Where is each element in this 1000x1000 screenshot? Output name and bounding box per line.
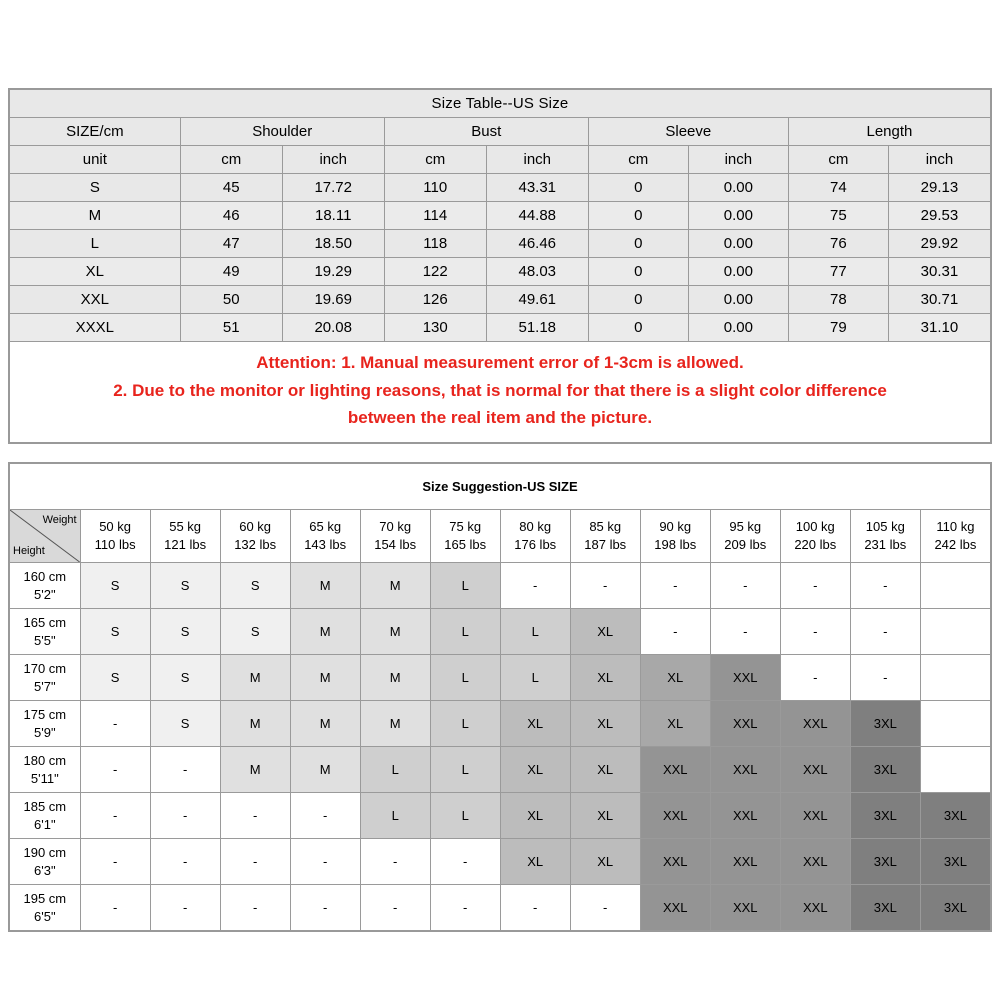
weight-col-header: 70 kg 154 lbs [360, 510, 430, 563]
height-row-header: 195 cm 6'5" [10, 885, 81, 931]
suggestion-cell: L [500, 655, 570, 701]
cell-shoulder-cm: 51 [180, 314, 282, 342]
group-header-size: SIZE/cm [10, 118, 181, 146]
suggestion-cell: - [500, 563, 570, 609]
cell-sleeve-inch: 0.00 [688, 174, 788, 202]
suggestion-cell: - [640, 609, 710, 655]
suggestion-cell: - [80, 747, 150, 793]
suggestion-cell: S [150, 609, 220, 655]
suggestion-cell: 3XL [920, 885, 990, 931]
suggestion-cell: M [360, 701, 430, 747]
unit-shoulder-inch: inch [282, 146, 384, 174]
cell-length-inch: 29.13 [888, 174, 990, 202]
suggestion-cell: - [220, 793, 290, 839]
suggestion-row [10, 839, 991, 885]
cell-shoulder-inch: 18.50 [282, 230, 384, 258]
suggestion-cell [920, 701, 990, 747]
suggestion-cell: - [360, 885, 430, 931]
suggestion-cell: XL [500, 839, 570, 885]
suggestion-cell: XL [500, 701, 570, 747]
suggestion-row [10, 609, 991, 655]
suggestion-cell: - [80, 885, 150, 931]
suggestion-cell: - [360, 839, 430, 885]
cell-bust-inch: 49.61 [486, 286, 588, 314]
suggestion-cell: 3XL [850, 747, 920, 793]
cell-shoulder-cm: 45 [180, 174, 282, 202]
weight-col-header: 95 kg 209 lbs [710, 510, 780, 563]
size-suggestion-block [8, 462, 992, 932]
suggestion-cell [920, 747, 990, 793]
cell-length-inch: 30.31 [888, 258, 990, 286]
suggestion-row [10, 885, 991, 931]
suggestion-cell: L [430, 747, 500, 793]
suggestion-cell: XL [570, 747, 640, 793]
suggestion-cell: XXL [710, 655, 780, 701]
size-table-block [8, 88, 992, 444]
suggestion-cell: - [780, 655, 850, 701]
table-row [10, 314, 991, 342]
suggestion-cell: M [290, 563, 360, 609]
cell-length-cm: 75 [788, 202, 888, 230]
cell-length-inch: 31.10 [888, 314, 990, 342]
table-row [10, 202, 991, 230]
attention-note [9, 342, 991, 443]
weight-axis-label: Weight [42, 514, 77, 526]
weight-col-header: 105 kg 231 lbs [850, 510, 920, 563]
height-axis-label: Height [13, 545, 45, 558]
cell-bust-cm: 122 [384, 258, 486, 286]
suggestion-cell: - [220, 885, 290, 931]
cell-sleeve-inch: 0.00 [688, 286, 788, 314]
cell-bust-inch: 46.46 [486, 230, 588, 258]
cell-sleeve-cm: 0 [588, 202, 688, 230]
cell-sleeve-cm: 0 [588, 258, 688, 286]
group-header-length: Length [788, 118, 990, 146]
suggestion-cell: L [430, 563, 500, 609]
cell-sleeve-cm: 0 [588, 286, 688, 314]
cell-bust-cm: 118 [384, 230, 486, 258]
cell-sleeve-cm: 0 [588, 174, 688, 202]
suggestion-cell: S [80, 563, 150, 609]
cell-sleeve-cm: 0 [588, 314, 688, 342]
suggestion-row [10, 701, 991, 747]
suggestion-cell: L [430, 609, 500, 655]
suggestion-cell: XXL [780, 885, 850, 931]
suggestion-cell: XXL [710, 793, 780, 839]
cell-length-inch: 29.92 [888, 230, 990, 258]
cell-size: XXL [10, 286, 181, 314]
suggestion-cell: - [850, 655, 920, 701]
cell-size: S [10, 174, 181, 202]
suggestion-cell: S [150, 701, 220, 747]
height-row-header: 175 cm 5'9" [10, 701, 81, 747]
suggestion-cell: XXL [780, 747, 850, 793]
cell-bust-inch: 44.88 [486, 202, 588, 230]
cell-length-inch: 29.53 [888, 202, 990, 230]
suggestion-cell: 3XL [850, 793, 920, 839]
size-table-group-header-row [10, 118, 991, 146]
unit-sleeve-inch: inch [688, 146, 788, 174]
weight-col-header: 50 kg 110 lbs [80, 510, 150, 563]
weight-col-header: 110 kg 242 lbs [920, 510, 990, 563]
suggestion-cell: L [430, 793, 500, 839]
cell-size: M [10, 202, 181, 230]
cell-length-inch: 30.71 [888, 286, 990, 314]
suggestion-cell: - [290, 793, 360, 839]
suggestion-cell: M [360, 655, 430, 701]
cell-shoulder-cm: 46 [180, 202, 282, 230]
suggestion-cell: L [430, 655, 500, 701]
table-row [10, 286, 991, 314]
weight-col-header: 80 kg 176 lbs [500, 510, 570, 563]
cell-bust-cm: 126 [384, 286, 486, 314]
table-row [10, 258, 991, 286]
suggestion-cell: XXL [780, 701, 850, 747]
suggestion-cell: - [80, 701, 150, 747]
unit-length-cm: cm [788, 146, 888, 174]
suggestion-cell: - [780, 609, 850, 655]
suggestion-cell: M [220, 701, 290, 747]
suggestion-cell: XXL [710, 839, 780, 885]
cell-bust-inch: 48.03 [486, 258, 588, 286]
cell-bust-cm: 110 [384, 174, 486, 202]
cell-bust-inch: 51.18 [486, 314, 588, 342]
suggestion-cell: 3XL [920, 839, 990, 885]
suggestion-cell: XL [570, 701, 640, 747]
size-suggestion-table [9, 463, 991, 931]
cell-shoulder-inch: 19.69 [282, 286, 384, 314]
weight-col-header: 65 kg 143 lbs [290, 510, 360, 563]
weight-col-header: 100 kg 220 lbs [780, 510, 850, 563]
unit-shoulder-cm: cm [180, 146, 282, 174]
suggestion-row [10, 655, 991, 701]
suggestion-cell: - [780, 563, 850, 609]
cell-bust-cm: 130 [384, 314, 486, 342]
cell-shoulder-inch: 18.11 [282, 202, 384, 230]
size-table-title-row [10, 90, 991, 118]
suggestion-cell: - [150, 885, 220, 931]
group-header-sleeve: Sleeve [588, 118, 788, 146]
suggestion-cell: - [150, 839, 220, 885]
unit-bust-inch: inch [486, 146, 588, 174]
height-row-header: 160 cm 5'2" [10, 563, 81, 609]
suggestion-cell: - [290, 839, 360, 885]
suggestion-cell: M [220, 747, 290, 793]
suggestion-cell: XXL [710, 747, 780, 793]
cell-shoulder-cm: 50 [180, 286, 282, 314]
suggestion-cell: XL [570, 609, 640, 655]
cell-shoulder-inch: 17.72 [282, 174, 384, 202]
suggestion-cell: - [220, 839, 290, 885]
suggestion-cell: - [570, 885, 640, 931]
suggestion-cell: XL [500, 793, 570, 839]
suggestion-cell: S [80, 655, 150, 701]
cell-shoulder-cm: 47 [180, 230, 282, 258]
table-row [10, 230, 991, 258]
cell-sleeve-cm: 0 [588, 230, 688, 258]
weight-col-header: 60 kg 132 lbs [220, 510, 290, 563]
suggestion-cell: - [640, 563, 710, 609]
group-header-shoulder: Shoulder [180, 118, 384, 146]
suggestion-cell: M [220, 655, 290, 701]
size-table [9, 89, 991, 342]
suggestion-cell: - [430, 885, 500, 931]
table-row [10, 174, 991, 202]
unit-label: unit [10, 146, 181, 174]
cell-bust-inch: 43.31 [486, 174, 588, 202]
height-row-header: 165 cm 5'5" [10, 609, 81, 655]
suggestion-cell: S [150, 655, 220, 701]
height-row-header: 180 cm 5'11" [10, 747, 81, 793]
suggestion-cell: XXL [640, 839, 710, 885]
cell-sleeve-inch: 0.00 [688, 314, 788, 342]
suggestion-cell: - [430, 839, 500, 885]
height-row-header: 170 cm 5'7" [10, 655, 81, 701]
suggestion-cell: L [360, 793, 430, 839]
suggestion-cell: S [220, 609, 290, 655]
suggestion-cell [920, 655, 990, 701]
suggestion-cell: XXL [640, 793, 710, 839]
suggestion-cell: - [850, 609, 920, 655]
suggestion-cell: - [710, 609, 780, 655]
unit-length-inch: inch [888, 146, 990, 174]
suggestion-title: Size Suggestion-US SIZE [10, 464, 991, 510]
size-table-title: Size Table--US Size [10, 90, 991, 118]
suggestion-cell: XL [570, 839, 640, 885]
weight-col-header: 90 kg 198 lbs [640, 510, 710, 563]
suggestion-cell: L [360, 747, 430, 793]
cell-shoulder-cm: 49 [180, 258, 282, 286]
suggestion-cell [920, 563, 990, 609]
weight-col-header: 85 kg 187 lbs [570, 510, 640, 563]
cell-shoulder-inch: 19.29 [282, 258, 384, 286]
cell-size: XXXL [10, 314, 181, 342]
suggestion-cell: M [360, 563, 430, 609]
suggestion-cell: XXL [780, 793, 850, 839]
suggestion-title-row [10, 464, 991, 510]
suggestion-cell: M [290, 701, 360, 747]
suggestion-cell: - [150, 747, 220, 793]
group-header-bust: Bust [384, 118, 588, 146]
suggestion-cell: S [220, 563, 290, 609]
suggestion-cell: - [290, 885, 360, 931]
attention-line-3: between the real item and the picture. [347, 408, 653, 428]
suggestion-header-row [10, 510, 991, 563]
suggestion-cell: L [500, 609, 570, 655]
suggestion-cell: M [290, 655, 360, 701]
suggestion-cell [920, 609, 990, 655]
suggestion-cell: 3XL [920, 793, 990, 839]
suggestion-cell: 3XL [850, 839, 920, 885]
suggestion-cell: XL [640, 655, 710, 701]
suggestion-row [10, 793, 991, 839]
cell-sleeve-inch: 0.00 [688, 202, 788, 230]
suggestion-cell: - [150, 793, 220, 839]
suggestion-cell: XXL [780, 839, 850, 885]
height-row-header: 185 cm 6'1" [10, 793, 81, 839]
height-row-header: 190 cm 6'3" [10, 839, 81, 885]
suggestion-cell: - [570, 563, 640, 609]
suggestion-cell: - [710, 563, 780, 609]
cell-length-cm: 79 [788, 314, 888, 342]
weight-col-header: 55 kg 121 lbs [150, 510, 220, 563]
suggestion-cell: S [150, 563, 220, 609]
suggestion-cell: M [290, 609, 360, 655]
suggestion-cell: XXL [640, 885, 710, 931]
cell-sleeve-inch: 0.00 [688, 258, 788, 286]
unit-sleeve-cm: cm [588, 146, 688, 174]
suggestion-cell: M [360, 609, 430, 655]
weight-col-header: 75 kg 165 lbs [430, 510, 500, 563]
suggestion-cell: - [80, 839, 150, 885]
cell-length-cm: 77 [788, 258, 888, 286]
suggestion-cell: XL [500, 747, 570, 793]
cell-shoulder-inch: 20.08 [282, 314, 384, 342]
size-table-unit-row [10, 146, 991, 174]
suggestion-cell: XXL [640, 747, 710, 793]
suggestion-cell: XL [640, 701, 710, 747]
suggestion-cell: - [80, 793, 150, 839]
cell-length-cm: 74 [788, 174, 888, 202]
unit-bust-cm: cm [384, 146, 486, 174]
suggestion-row [10, 563, 991, 609]
suggestion-cell: XXL [710, 701, 780, 747]
suggestion-cell: XL [570, 793, 640, 839]
attention-line-1: Attention: 1. Manual measurement error of 1-3cm is allowed. [256, 353, 744, 372]
suggestion-cell: - [500, 885, 570, 931]
weight-height-corner-cell [10, 510, 81, 563]
suggestion-cell: - [850, 563, 920, 609]
suggestion-cell: XL [570, 655, 640, 701]
cell-length-cm: 76 [788, 230, 888, 258]
cell-size: L [10, 230, 181, 258]
attention-line-2: 2. Due to the monitor or lighting reasons, that is normal for that there is a slight color difference [113, 380, 887, 400]
suggestion-cell: 3XL [850, 701, 920, 747]
suggestion-cell: M [290, 747, 360, 793]
suggestion-cell: XXL [710, 885, 780, 931]
cell-bust-cm: 114 [384, 202, 486, 230]
suggestion-cell: 3XL [850, 885, 920, 931]
cell-sleeve-inch: 0.00 [688, 230, 788, 258]
suggestion-row [10, 747, 991, 793]
cell-length-cm: 78 [788, 286, 888, 314]
suggestion-cell: S [80, 609, 150, 655]
suggestion-cell: L [430, 701, 500, 747]
cell-size: XL [10, 258, 181, 286]
